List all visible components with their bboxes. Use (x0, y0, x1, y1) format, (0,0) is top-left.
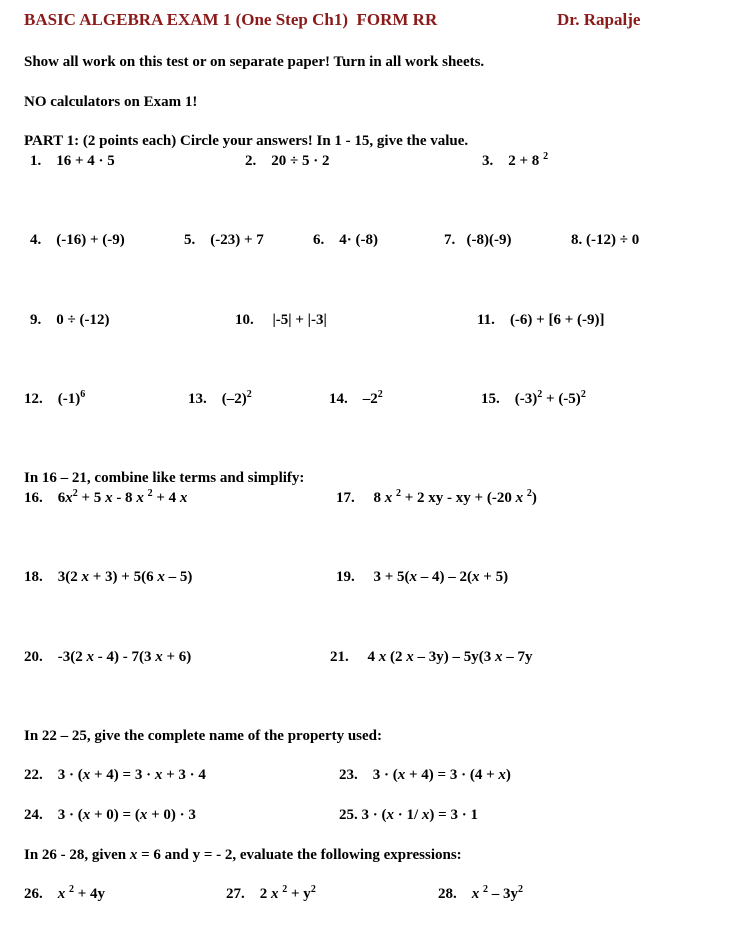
variable: x (495, 649, 503, 665)
term: + 0) = ( (90, 807, 140, 823)
problem-expression: 4· (-8) (339, 232, 378, 248)
problem-number: 20. (24, 649, 43, 665)
problem-18 (24, 568, 192, 586)
heading-text: In 26 - 28, given (24, 847, 130, 863)
problem-number: 25. (339, 807, 358, 823)
term: + 2 xy - xy + (-20 (401, 490, 516, 506)
problem-number: 7. (444, 232, 456, 248)
problem-expression: (-1) (57, 391, 81, 407)
exponent: 2 (537, 389, 543, 400)
term: + y (287, 886, 311, 902)
problem-number: 12. (24, 391, 43, 407)
variable: x (86, 649, 94, 665)
problem-number: 18. (24, 569, 43, 585)
variable: x (386, 807, 394, 823)
problem-12 (24, 390, 85, 410)
exponent: 2 (483, 884, 488, 895)
problem-expression: 0 ÷ (-12) (56, 312, 110, 328)
problem-number: 21. (330, 649, 349, 665)
problem-1 (30, 152, 115, 170)
exponent: 2 (518, 884, 523, 895)
instruction-show-work: Show all work on this test or on separate paper! Turn in all work sheets. (24, 54, 485, 70)
problem-27 (226, 885, 316, 905)
problem-number: 2. (245, 153, 257, 169)
term: ) (531, 490, 537, 506)
problem-21 (330, 648, 533, 666)
problem-number: 3. (482, 153, 494, 169)
exponent: 6 (80, 389, 86, 400)
problem-number: 1. (30, 153, 42, 169)
variable: x (498, 767, 506, 783)
variable: x (179, 490, 188, 506)
variable: x (82, 807, 91, 823)
problem-number: 26. (24, 886, 43, 902)
section-property-heading: In 22 – 25, give the complete name of the property used: (24, 728, 383, 744)
problem-10 (235, 311, 327, 329)
exponent: 2 (580, 389, 586, 400)
problem-expression: –2 (362, 391, 378, 407)
variable: x (105, 490, 113, 506)
term: + 3) + 5(6 (89, 569, 158, 585)
variable: x (154, 767, 163, 783)
variable: x (65, 490, 73, 506)
heading-text: = 6 and y = - 2, evaluate the following expressions: (137, 847, 462, 863)
variable: x (136, 490, 144, 506)
exam-title (24, 11, 437, 29)
variable: x (378, 649, 387, 665)
term: 8 (373, 490, 385, 506)
term: · 1/ (394, 807, 422, 823)
problem-expression: (-12) ÷ 0 (586, 232, 640, 248)
term: - 4) - 7(3 (94, 649, 156, 665)
term: 3 · ( (57, 807, 83, 823)
term: 3(2 (57, 569, 82, 585)
exponent: 2 (282, 884, 288, 895)
term: + 4) = 3 · (4 + (405, 767, 499, 783)
term: 3 · ( (372, 767, 398, 783)
problem-9 (30, 311, 109, 329)
term: + 5 (77, 490, 106, 506)
term: 3 · ( (361, 807, 387, 823)
problem-expression: 2 + 8 (508, 153, 540, 169)
term: ) (505, 767, 511, 783)
exponent: 2 (526, 488, 532, 499)
exponent: 2 (543, 151, 549, 162)
term: – 3y) – 5y(3 (413, 649, 495, 665)
problem-expression: (–2) (221, 391, 247, 407)
variable: x (384, 490, 393, 506)
problem-28 (438, 885, 523, 905)
term: + 0) · 3 (147, 807, 196, 823)
problem-number: 13. (188, 391, 207, 407)
variable: x (421, 807, 430, 823)
problem-number: 19. (336, 569, 355, 585)
problem-number: 10. (235, 312, 254, 328)
variable: x (271, 886, 279, 902)
problem-number: 23. (339, 767, 358, 783)
exponent: 2 (377, 389, 383, 400)
problem-expression: (-23) + 7 (210, 232, 264, 248)
exponent: 2 (69, 884, 74, 895)
term: – 7y (502, 649, 533, 665)
problem-24 (24, 806, 196, 824)
problem-19 (336, 568, 508, 586)
problem-number: 14. (329, 391, 348, 407)
problem-17 (336, 489, 537, 509)
variable: x (155, 649, 163, 665)
problem-4 (30, 231, 125, 249)
problem-expression: 20 ÷ 5 · 2 (271, 153, 330, 169)
problem-25 (339, 806, 478, 824)
problem-expression: (-8)(-9) (466, 232, 512, 248)
variable: x (82, 767, 91, 783)
problem-11 (477, 311, 605, 329)
problem-16 (24, 489, 187, 509)
term: – 3y (488, 886, 518, 902)
variable: x (57, 886, 66, 902)
problem-7 (444, 231, 511, 249)
term: + 4) = 3 · (90, 767, 155, 783)
problem-expression: (-16) + (-9) (56, 232, 125, 248)
problem-number: 6. (313, 232, 325, 248)
term: 4 (367, 649, 379, 665)
exponent: 2 (147, 488, 153, 499)
variable: x (471, 886, 480, 902)
problem-14 (329, 390, 383, 410)
term: + 5) (479, 569, 509, 585)
variable: x (397, 767, 406, 783)
variable: x (139, 807, 148, 823)
problem-number: 15. (481, 391, 500, 407)
problem-number: 22. (24, 767, 43, 783)
variable: x (515, 490, 524, 506)
exponent: 2 (72, 488, 78, 499)
term: 3 + 5( (373, 569, 410, 585)
problem-expression: 16 + 4 · 5 (56, 153, 115, 169)
problem-2 (245, 152, 330, 170)
section-evaluate-heading (24, 846, 462, 864)
problem-number: 11. (477, 312, 495, 328)
problem-number: 17. (336, 490, 355, 506)
problem-number: 5. (184, 232, 196, 248)
instruction-no-calculators: NO calculators on Exam 1! (24, 94, 198, 110)
problem-expression: (-3) (514, 391, 538, 407)
problem-23 (339, 766, 511, 784)
term: + 6) (162, 649, 192, 665)
variable: x (81, 569, 89, 585)
variable: x (409, 569, 418, 585)
problem-5 (184, 231, 264, 249)
variable: x (157, 569, 165, 585)
problem-3 (482, 152, 548, 172)
problem-number: 27. (226, 886, 245, 902)
term: 6 (57, 490, 66, 506)
problem-13 (188, 390, 252, 410)
problem-26 (24, 885, 105, 905)
problem-expression: (-5) (558, 391, 581, 407)
problem-15 (481, 390, 586, 410)
problem-20 (24, 648, 191, 666)
problem-number: 9. (30, 312, 42, 328)
part1-heading: PART 1: (2 points each) Circle your answers! In 1 - 15, give the value. (24, 133, 469, 149)
operator: + (542, 391, 559, 407)
term: + 3 · 4 (162, 767, 206, 783)
variable: x (472, 569, 480, 585)
term: -3(2 (57, 649, 87, 665)
problem-number: 8. (571, 232, 583, 248)
problem-6 (313, 231, 378, 249)
exam-title-text: BASIC ALGEBRA EXAM 1 (One Step Ch1) FORM RR (24, 10, 438, 29)
section-combine-heading: In 16 – 21, combine like terms and simplify: (24, 470, 305, 486)
variable: x (129, 847, 138, 863)
problem-8 (571, 231, 639, 249)
problem-expression: |-5| + |-3| (272, 312, 327, 328)
problem-expression: (-6) + [6 + (-9)] (509, 312, 605, 328)
problem-number: 28. (438, 886, 457, 902)
term: – 5) (164, 569, 193, 585)
variable: x (406, 649, 414, 665)
exponent: 2 (396, 488, 401, 499)
term: – 4) – 2( (417, 569, 473, 585)
problem-number: 4. (30, 232, 42, 248)
problem-number: 16. (24, 490, 43, 506)
problem-22 (24, 766, 206, 784)
problem-number: 24. (24, 807, 43, 823)
term: 3 · ( (57, 767, 83, 783)
term: (2 (386, 649, 407, 665)
term: ) = 3 · 1 (429, 807, 478, 823)
term: + 4 (152, 490, 180, 506)
term: 2 (259, 886, 271, 902)
term: + 4y (74, 886, 106, 902)
author-name: Dr. Rapalje (557, 10, 641, 29)
term: - 8 (112, 490, 137, 506)
exponent: 2 (310, 884, 316, 895)
exponent: 2 (246, 389, 252, 400)
